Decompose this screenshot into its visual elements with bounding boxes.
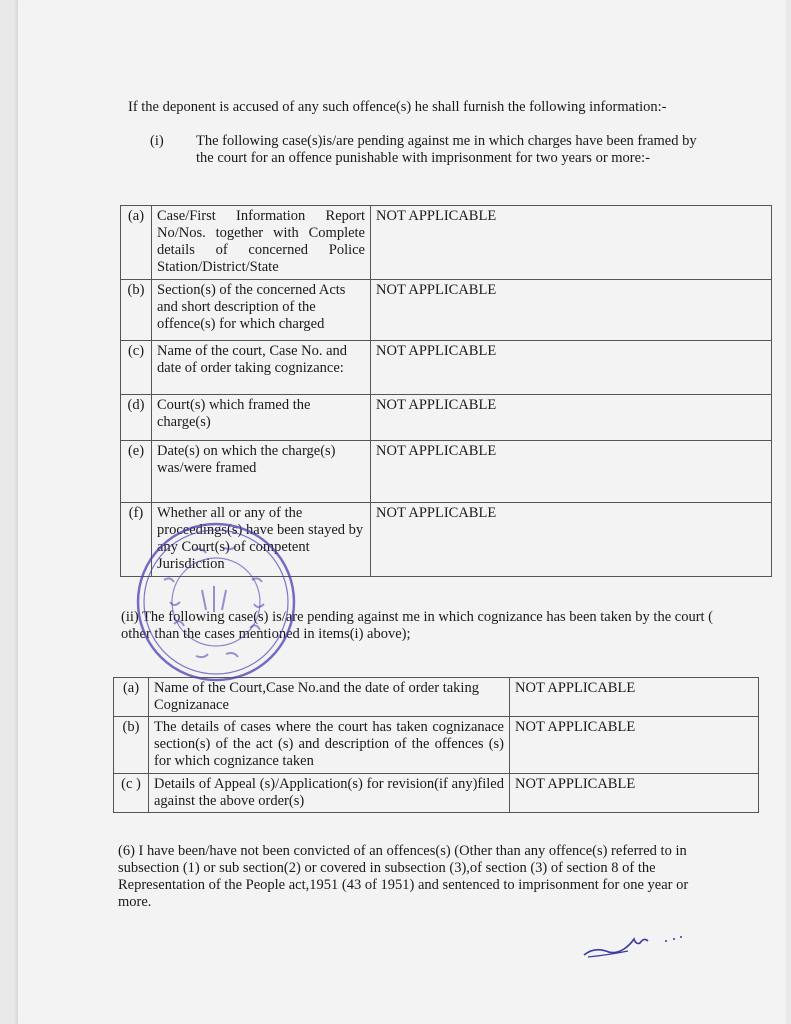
row-label: (a)	[121, 206, 152, 280]
row-label: (c)	[121, 341, 152, 395]
row-description: Name of the Court,Case No.and the date of order taking Cognizanace	[149, 678, 510, 717]
row-label: (b)	[114, 717, 149, 774]
row-label: (d)	[121, 395, 152, 441]
row-value: NOT APPLICABLE	[371, 206, 772, 280]
row-value: NOT APPLICABLE	[371, 441, 772, 503]
table-row	[121, 341, 772, 395]
row-label: (c )	[114, 774, 149, 813]
row-description: Name of the court, Case No. and date of order taking cognizance:	[152, 341, 371, 395]
table-row	[114, 717, 759, 774]
table-row	[121, 441, 772, 503]
row-description: Details of Appeal (s)/Application(s) for revision(if any)filed against the above order(s)	[149, 774, 510, 813]
row-description: Court(s) which framed the charge(s)	[152, 395, 371, 441]
paragraph-6: (6) I have been/have not been convicted of an offences(s) (Other than any offence(s) referred to in subsection (1) or sub section(2) or covered in subsection (3),of section (3) of section 8 of the Representation of the People act,1951 (43 of 1951) and sentenced to imprisonment for one year or more.	[118, 843, 689, 910]
row-label: (f)	[121, 503, 152, 577]
row-label: (e)	[121, 441, 152, 503]
clause-i-text: The following case(s)is/are pending against me in which charges have been framed by the court for an offence punishable with imprisonment for two years or more:-	[196, 133, 697, 166]
row-description: Whether all or any of the proceedings(s) have been stayed by any Court(s) of competent Jurisdiction	[152, 503, 371, 577]
row-description: Section(s) of the concerned Acts and short description of the offence(s) for which charged	[152, 280, 371, 341]
official-stamp	[134, 520, 298, 684]
row-label: (b)	[121, 280, 152, 341]
table-row	[121, 395, 772, 441]
row-value: NOT APPLICABLE	[371, 503, 772, 577]
cognizance-cases-table	[113, 677, 759, 813]
intro-text: If the deponent is accused of any such offence(s) he shall furnish the following information:-	[128, 99, 667, 115]
row-description: The details of cases where the court has taken cognizanace section(s) of the act (s) and description of the offences (s) for which cognizance taken	[149, 717, 510, 774]
row-value: NOT APPLICABLE	[371, 341, 772, 395]
row-label: (a)	[114, 678, 149, 717]
row-value: NOT APPLICABLE	[510, 678, 759, 717]
clause-i-number: (i)	[150, 133, 164, 149]
row-value: NOT APPLICABLE	[371, 395, 772, 441]
table-row	[121, 280, 772, 341]
table-row	[114, 774, 759, 813]
table-row	[121, 206, 772, 280]
row-value: NOT APPLICABLE	[510, 717, 759, 774]
row-description: Case/First Information Report No/Nos. together with Complete details of concerned Police Station/District/State	[152, 206, 371, 280]
clause-ii-text: (ii) The following case(s) is/are pending against me in which cognizance has been taken by the court ( other than the cases mentioned in items(i) above);	[121, 609, 714, 642]
row-value: NOT APPLICABLE	[371, 280, 772, 341]
row-value: NOT APPLICABLE	[510, 774, 759, 813]
row-description: Date(s) on which the charge(s) was/were framed	[152, 441, 371, 503]
signature	[580, 925, 690, 965]
